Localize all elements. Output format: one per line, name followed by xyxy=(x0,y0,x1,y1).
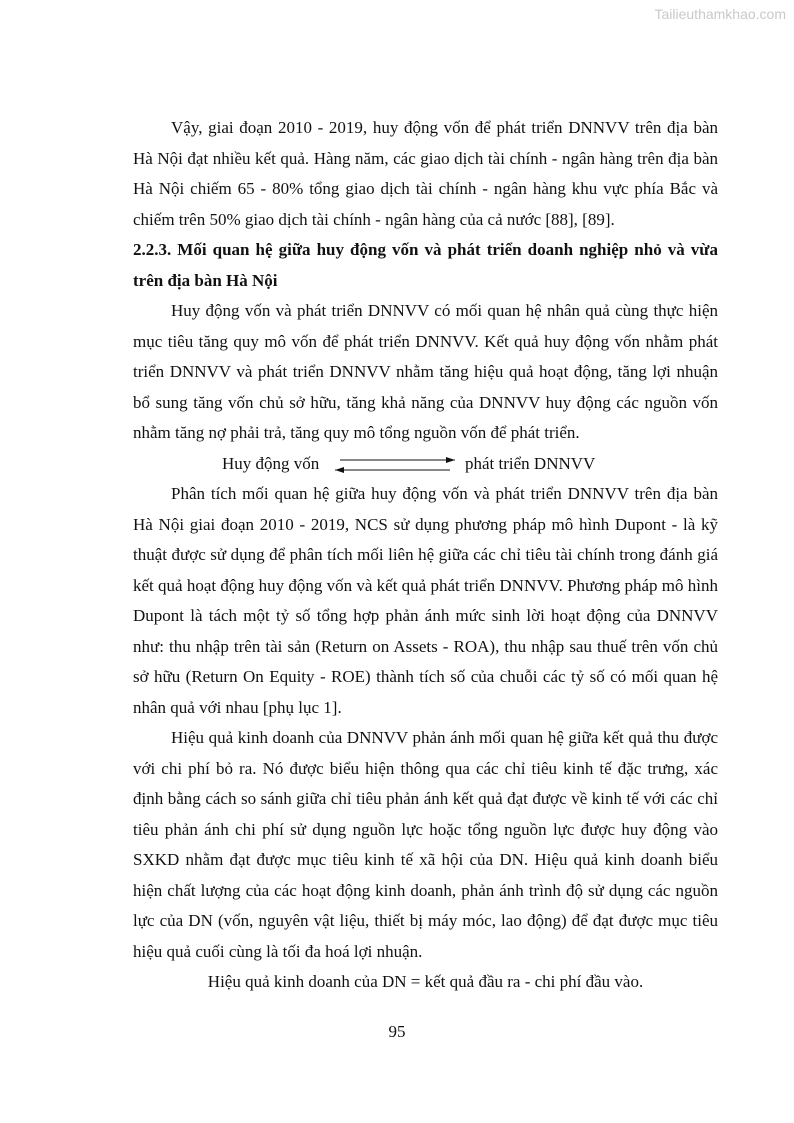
paragraph-efficiency: Hiệu quả kinh doanh của DNNVV phản ánh mối quan hệ giữa kết quả thu được với chi phí bỏ ra. Nó được biểu hiện thông qua các chỉ tiêu kinh tế đặc trưng, xác định bằng cách so sánh giữa chỉ tiêu phản ánh kết quả đạt được về kinh tế với các chỉ tiêu phản ánh chi phí sử dụng nguồn lực hoặc tổng nguồn lực được huy động vào SXKD nhằm đạt được mục tiêu kinh tế xã hội của DN. Hiệu quả kinh doanh biểu hiện chất lượng của các hoạt động kinh doanh, phản ánh trình độ sử dụng các nguồn lực của DN (vốn, nguyên vật liệu, thiết bị máy móc, lao động) để đạt được mục tiêu hiệu quả cuối cùng là tối đa hoá lợi nhuận. xyxy=(133,728,718,961)
paragraph-relationship: Huy động vốn và phát triển DNNVV có mối quan hệ nhân quả cùng thực hiện mục tiêu tăng quy mô vốn để phát triển DNNVV. Kết quả huy động vốn nhằm phát triển DNNVV và phát triển DNNVV nhằm tăng hiệu quả hoạt động, tăng lợi nhuận bổ sung tăng vốn chủ sở hữu, tăng khả năng của DNNVV huy động các nguồn vốn nhằm tăng nợ phải trả, tăng quy mô tổng nguồn vốn để phát triển. xyxy=(133,301,718,442)
watermark: Tailieuthamkhao.com xyxy=(654,6,786,22)
efficiency-formula: Hiệu quả kinh doanh của DN = kết quả đầu ra - chi phí đầu vào. xyxy=(207,972,644,991)
page-number: 95 xyxy=(388,1022,406,1041)
double-arrow-icon xyxy=(334,455,456,475)
paragraph-summary: Vậy, giai đoạn 2010 - 2019, huy động vốn để phát triển DNNVV trên địa bàn Hà Nội đạt nhiều kết quả. Hàng năm, các giao dịch tài chính - ngân hàng trên địa bàn Hà Nội chiếm 65 - 80% tổng giao dịch tài chính - ngân hàng khu vực phía Bắc và chiếm trên 50% giao dịch tài chính - ngân hàng của cả nước [88], [89]. xyxy=(133,118,718,229)
diagram-left-label: Huy động vốn xyxy=(222,453,320,473)
page-content xyxy=(133,113,718,998)
paragraph-dupont: Phân tích mối quan hệ giữa huy động vốn và phát triển DNNVV trên địa bàn Hà Nội giai đoạn 2010 - 2019, NCS sử dụng phương pháp mô hình Dupont - là kỹ thuật được sử dụng để phân tích mối liên hệ giữa các chỉ tiêu tài chính trong đánh giá kết quả hoạt động huy động vốn và kết quả phát triển DNNVV. Phương pháp mô hình Dupont là tách một tỷ số tổng hợp phản ánh mức sinh lời hoạt động của DNNVV như: thu nhập trên tài sản (Return on Assets - ROA), thu nhập sau thuế trên vốn chủ sở hữu (Return On Equity - ROE) thành tích số của chuỗi các tỷ số có mối quan hệ nhân quả với nhau [phụ lục 1]. xyxy=(133,484,718,717)
section-heading: 2.2.3. Mối quan hệ giữa huy động vốn và phát triển doanh nghiệp nhỏ và vừa trên địa bàn Hà Nội xyxy=(133,240,718,290)
relationship-diagram xyxy=(133,449,718,480)
diagram-right-label: phát triển DNNVV xyxy=(465,453,596,473)
